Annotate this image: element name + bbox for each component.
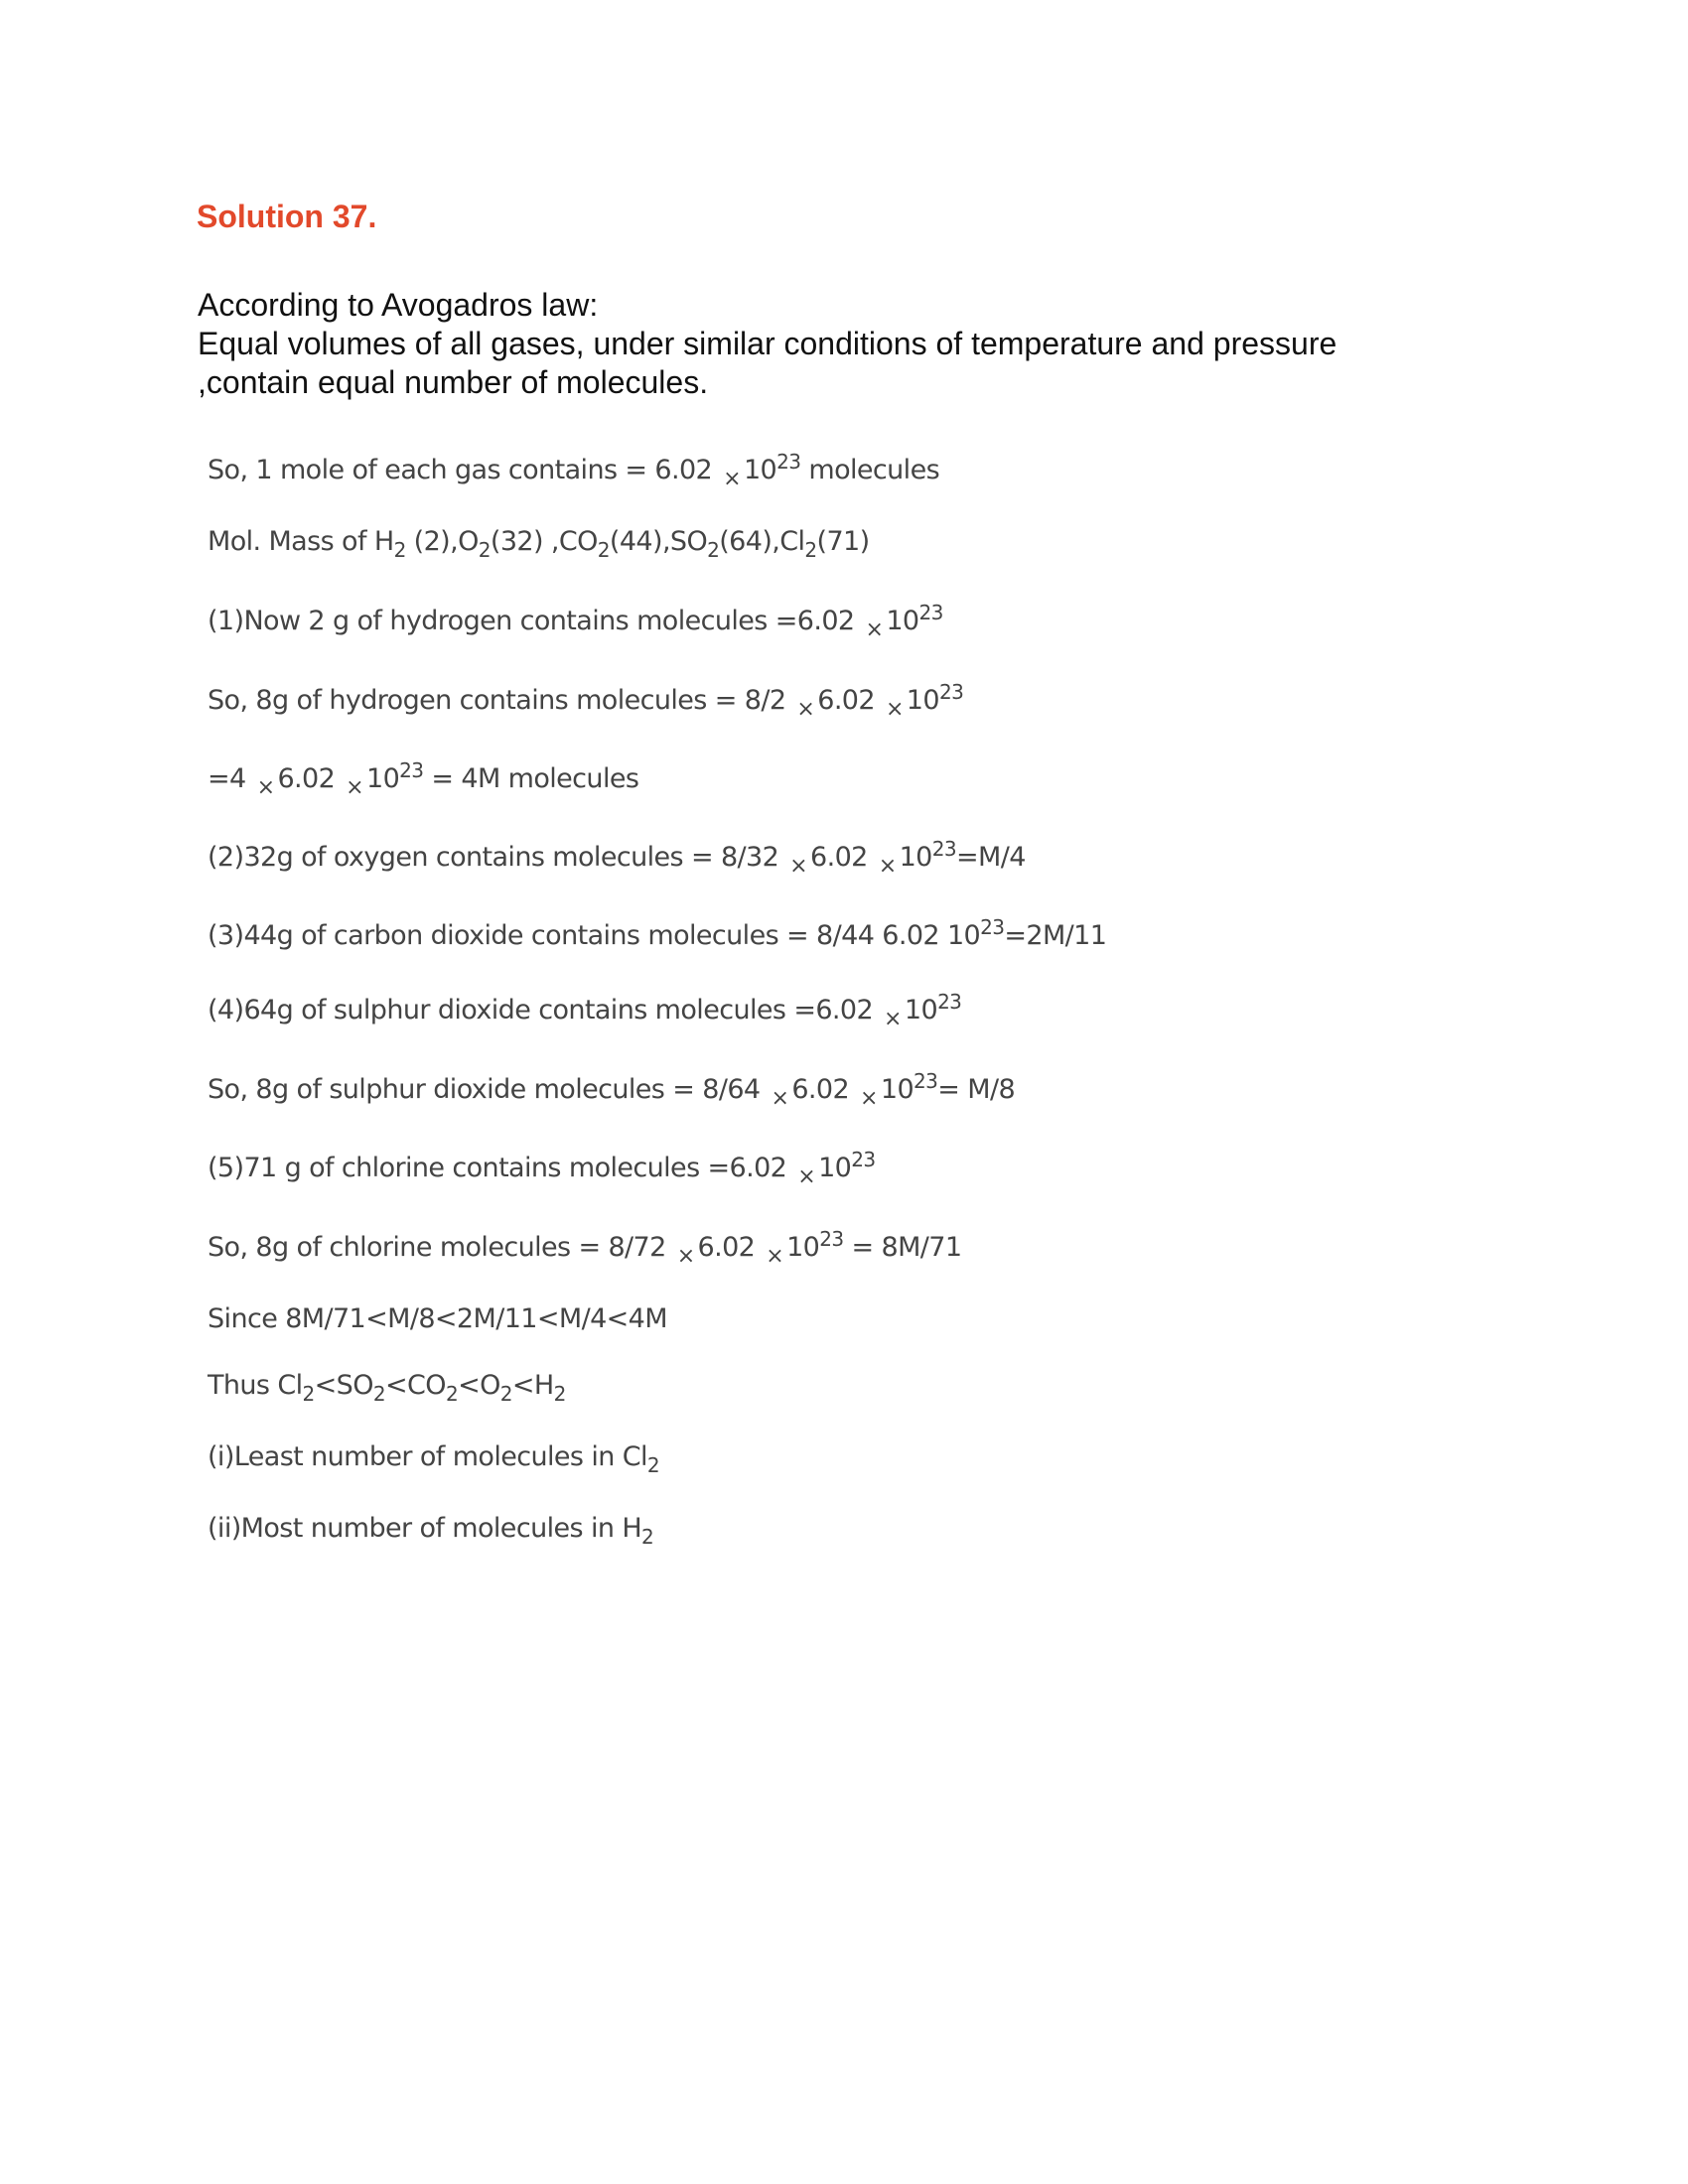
step-chlorine-8g: So, 8g of chlorine molecules = $8/72 \times 6.02 \times 10^{23} = 8M/71$ [208,1227,962,1269]
step-most-molecules: (ii)Most number of molecules in $H_2$ [208,1513,654,1549]
times-sign: × [884,1007,902,1031]
times-sign: × [723,467,741,491]
times-sign: × [256,775,275,800]
times-sign: × [346,775,363,800]
step-hydrogen-2g: (1)Now 2 g of hydrogen contains molecules $=6.02 \times 10^{23}$ [208,601,943,642]
statement-line-2: ,contain equal number of molecules. [198,364,709,400]
times-sign: × [676,1244,695,1269]
intro-paragraph [198,286,1488,402]
step-thus-order: Thus $Cl_2<SO_2<CO_2<O_2<H_2$ [208,1370,566,1406]
times-sign: × [797,1164,816,1189]
step-since-comparison: Since 8M/71<M/8<2M/11<M/4<4M [208,1303,667,1334]
times-sign: × [865,617,884,642]
times-sign: × [878,854,897,879]
step-chlorine-71g: (5)71 g of chlorine contains molecules $=6.02 \times 10^{23}$ [208,1148,876,1189]
step-sulphur-64g: (4)64g of sulphur dioxide contains molecules $=6.02 \times 10^{23}$ [208,990,962,1031]
step-mol-mass: Mol. Mass of $H_2$ $(2),O_2(32)$ $,CO_2(44),SO_2(64),Cl_2(71)$ [208,526,870,562]
times-sign: × [796,697,815,722]
times-sign: × [789,854,808,879]
times-sign: × [771,1086,789,1111]
step-one-mole: So, 1 mole of each gas contains = $6.02 \times 10^{23}$ molecules [208,450,940,491]
step-least-molecules: (i)Least number of molecules in $Cl_2$ [208,1441,660,1477]
times-sign: × [885,697,904,722]
step-sulphur-8g: So, 8g of sulphur dioxide molecules = $8/64 \times 6.02 \times 10^{23}= M/8$ [208,1069,1016,1111]
statement-line-1: Equal volumes of all gases, under similar conditions of temperature and pressure [198,326,1337,361]
times-sign: × [860,1086,878,1111]
step-oxygen: (2)32g of oxygen contains molecules = $8/32 \times 6.02 \times 10^{23}=M/4$ [208,837,1026,879]
step-hydrogen-result: $=4 \times 6.02 \times 10^{23} = 4M$ molecules [208,758,639,800]
law-line: According to Avogadros law: [198,287,599,323]
solution-heading: Solution 37. [197,199,377,234]
step-carbon-dioxide: (3)44g of carbon dioxide contains molecules = 8/44 6.02 $10^{23}=2M/11$ [208,915,1107,951]
times-sign: × [766,1244,784,1269]
step-hydrogen-8g: So, 8g of hydrogen contains molecules = $8/2 \times 6.02 \times 10^{23}$ [208,680,964,722]
